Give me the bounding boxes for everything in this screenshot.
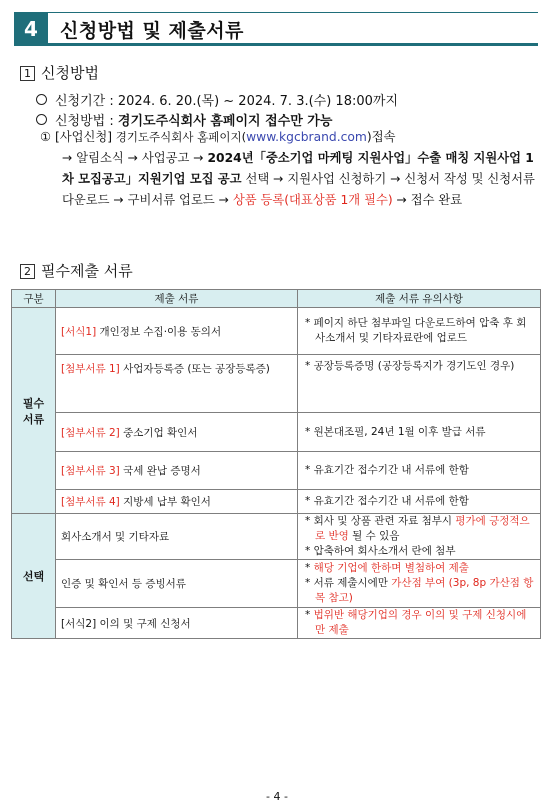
section-title: 신청방법 및 제출서류 — [60, 20, 244, 42]
page-number: - 4 - — [266, 790, 288, 803]
header-top-line — [48, 12, 538, 13]
subsection-1-title: 신청방법 — [41, 64, 99, 82]
subsection-2-title: 필수제출 서류 — [41, 262, 133, 280]
circle-bullet-icon — [36, 94, 47, 105]
table-header-row: 구분 제출 서류 제출 서류 유의사항 — [12, 290, 541, 308]
group-required: 필수 서류 — [12, 308, 56, 514]
homepage-link[interactable]: www.kgcbrand.com — [246, 130, 367, 144]
subsection-2-heading — [20, 260, 133, 281]
table-row: [첨부서류 1] 사업자등록증 (또는 공장등록증) * 공장등록증명 (공장등록지가 경기도인 경우) — [12, 355, 541, 413]
table-row: 필수 서류 [서식1] 개인정보 수집·이용 동의서 * 페이지 하단 첨부파일 다운로드하여 압축 후 회사소개서 및 기타자료란에 업로드 — [12, 308, 541, 355]
table-row: 인증 및 확인서 등 증빙서류 * 해당 기업에 한하며 별첨하여 제출 * 서류 제출시에만 가산점 부여 (3p, 8p 가산점 항목 참고) — [12, 560, 541, 608]
header-underline — [48, 43, 538, 46]
section-number: 4 — [14, 12, 48, 46]
table-row: [첨부서류 4] 지방세 납부 확인서 * 유효기간 접수기간 내 서류에 한함 — [12, 490, 541, 514]
section-header — [14, 12, 538, 46]
table-row: [첨부서류 2] 중소기업 확인서 * 원본대조필, 24년 1월 이후 발급 서류 — [12, 413, 541, 452]
bullet-method: 신청방법 : 경기도주식회사 홈페이지 접수만 가능 — [36, 110, 332, 129]
subsection-1-box: 1 — [20, 66, 35, 81]
circle-bullet-icon — [36, 114, 47, 125]
table-row: 선택 회사소개서 및 기타자료 * 회사 및 상품 관련 자료 첨부시 평가에 긍정적으로 반영 될 수 있음 * 압축하여 회사소개서 란에 첨부 — [12, 514, 541, 560]
group-optional: 선택 — [12, 514, 56, 639]
bullet-period: 신청기간 : 2024. 6. 20.(목) ~ 2024. 7. 3.(수) 18:00까지 — [36, 90, 398, 109]
table-row: [서식2] 이의 및 구제 신청서 * 법위반 해당기업의 경우 이의 및 구제 신청시에만 제출 — [12, 608, 541, 639]
subsection-2-box: 2 — [20, 264, 35, 279]
application-flow: → 알림소식 → 사업공고 → 2024년「중소기업 마케팅 지원사업」수출 매칭 지원사업 1차 모집공고」지원기업 모집 공고 선택 → 지원사업 신청하기 → 신청서 작성 및 신청서류 다운로드 → 구비서류 업로드 → 상품 등록(대표상품 1개 필수) → 접수 완료 — [62, 151, 535, 207]
documents-table — [11, 289, 541, 639]
table-row: [첨부서류 3] 국세 완납 증명서 * 유효기간 접수기간 내 서류에 한함 — [12, 452, 541, 490]
subsection-1-heading — [20, 62, 99, 83]
application-steps: ① [사업신청] 경기도주식회사 홈페이지(www.kgcbrand.com)접속 → 알림소식 → 사업공고 → 2024년「중소기업 마케팅 지원사업」수출 매칭 지원사업 1차 모집공고」지원기업 모집 공고 선택 → 지원사업 신청하기 → 신청서 작성 및 신청서류 다운로드 → 구비서류 업로드 → 상품 등록(대표상품 1개 필수) → 접수 완료 — [40, 127, 540, 211]
